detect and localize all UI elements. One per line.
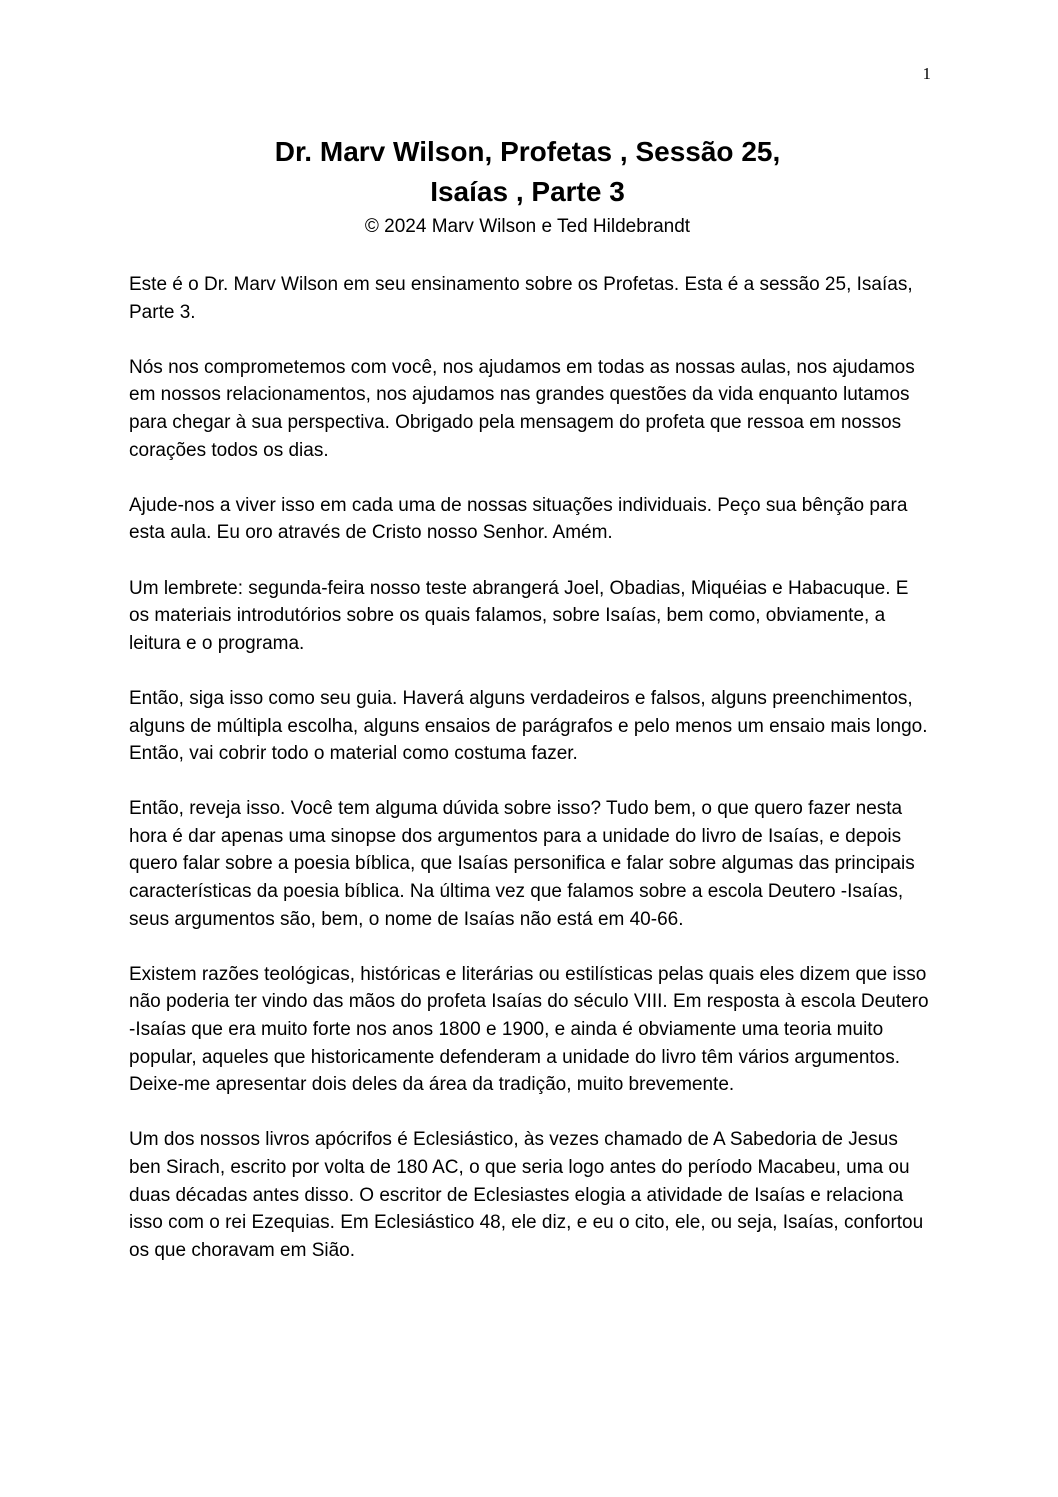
paragraph: Nós nos comprometemos com você, nos ajudamos em todas as nossas aulas, nos ajudamos em nossos relacionamentos, nos ajudamos nas grandes questões da vida enquanto lutamos para chegar à sua perspectiva. Obrigado pela mensagem do profeta que ressoa em nossos corações todos os dias. <box>129 356 915 461</box>
title-line-1: Dr. Marv Wilson, Profetas , Sessão 25, <box>274 136 781 167</box>
paragraph: Existem razões teológicas, históricas e literárias ou estilísticas pelas quais eles dizem que isso não poderia ter vindo das mãos do profeta Isaías do século VIII. Em resposta à escola Deutero -Isaías que era muito forte nos anos 1800 e 1900, e ainda é obviamente uma teoria muito popular, aqueles que historicamente defenderam a unidade do livro têm vários argumentos. Deixe-me apresentar dois deles da área da tradição, muito brevemente. <box>129 963 929 1096</box>
paragraph: Então, siga isso como seu guia. Haverá alguns verdadeiros e falsos, alguns preenchimentos, alguns de múltipla escolha, alguns ensaios de parágrafos e pelo menos um ensaio mais longo. Então, vai cobrir todo o material como costuma fazer. <box>129 687 928 765</box>
paragraph: Este é o Dr. Marv Wilson em seu ensinamento sobre os Profetas. Esta é a sessão 25, Isaías, Parte 3. <box>129 274 913 323</box>
copyright-notice: © 2024 Marv Wilson e Ted Hildebrandt <box>364 216 691 237</box>
document-body <box>129 271 929 1292</box>
paragraph: Ajude-nos a viver isso em cada uma de nossas situações individuais. Peço sua bênção para esta aula. Eu oro através de Cristo nosso Senhor. Amém. <box>129 494 908 544</box>
page-number: 1 <box>922 64 931 83</box>
paragraph: Um lembrete: segunda-feira nosso teste abrangerá Joel, Obadias, Miquéias e Habacuque. E os materiais introdutórios sobre os quais falamos, sobre Isaías, bem como, obviamente, a leitura e o programa. <box>129 577 909 654</box>
paragraph: Então, reveja isso. Você tem alguma dúvida sobre isso? Tudo bem, o que quero fazer nesta hora é dar apenas uma sinopse dos argumentos para a unidade do livro de Isaías, e depois quero falar sobre a poesia bíblica, que Isaías personifica e falar sobre algumas das principais características da poesia bíblica. Na última vez que falamos sobre a escola Deutero -Isaías, seus argumentos são, bem, o nome de Isaías não está em 40-66. <box>129 798 915 930</box>
title-line-2: Isaías , Parte 3 <box>430 176 625 207</box>
document-title <box>129 132 926 212</box>
paragraph: Um dos nossos livros apócrifos é Eclesiástico, às vezes chamado de A Sabedoria de Jesus ben Sirach, escrito por volta de 180 AC, o que seria logo antes do período Macabeu, uma ou duas décadas antes disso. O escritor de Eclesiastes elogia a atividade de Isaías e relaciona isso com o rei Ezequias. Em Eclesiástico 48, ele diz, e eu o cito, ele, ou seja, Isaías, confortou os que choravam em Sião. <box>129 1129 924 1261</box>
document-header <box>129 132 926 239</box>
